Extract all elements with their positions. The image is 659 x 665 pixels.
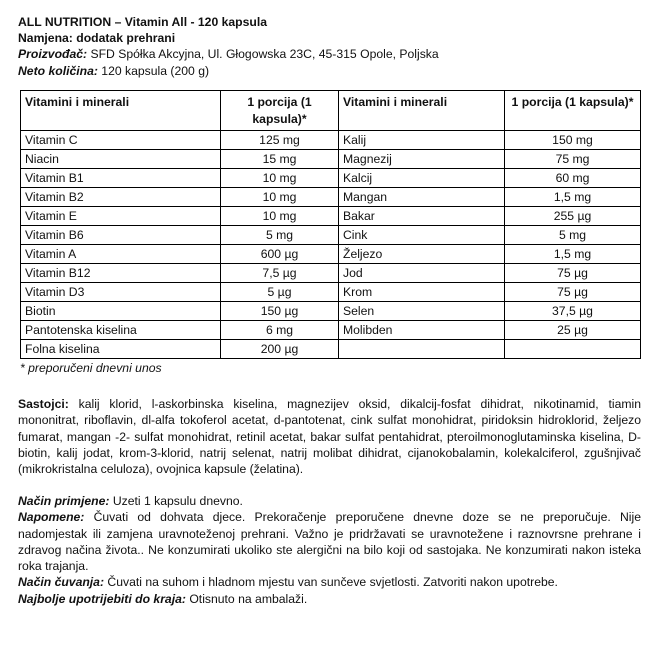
- nutrient-name: Vitamin D3: [21, 282, 221, 301]
- table-row: [21, 339, 641, 358]
- nutrient-name: Vitamin B1: [21, 168, 221, 187]
- nutrient-amount: 1,5 mg: [505, 244, 641, 263]
- table-row: [21, 225, 641, 244]
- nutrient-amount: 75 µg: [505, 282, 641, 301]
- nutrient-amount: 75 mg: [505, 149, 641, 168]
- nutrient-amount: 150 mg: [505, 130, 641, 149]
- nutrient-amount: 600 µg: [221, 244, 339, 263]
- nutrient-amount: 10 mg: [221, 187, 339, 206]
- nutrient-amount: 37,5 µg: [505, 301, 641, 320]
- table-row: [21, 282, 641, 301]
- nutrient-name: Vitamin B6: [21, 225, 221, 244]
- nutrient-name: Vitamin C: [21, 130, 221, 149]
- table-row: [21, 263, 641, 282]
- nutrition-table: [20, 90, 641, 359]
- nutrient-name: Kalcij: [339, 168, 505, 187]
- net-quantity-line: Neto količina: 120 kapsula (200 g): [18, 63, 210, 78]
- nutrient-amount: 75 µg: [505, 263, 641, 282]
- nutrient-name: Pantotenska kiselina: [21, 320, 221, 339]
- column-header-name-left: Vitamini i minerali: [21, 90, 221, 130]
- nutrient-amount: 5 µg: [221, 282, 339, 301]
- purpose-line: Namjena: dodatak prehrani: [18, 31, 176, 46]
- column-header-name-right: Vitamini i minerali: [339, 90, 505, 130]
- table-header-row: [21, 90, 641, 130]
- nutrient-amount: 10 mg: [221, 206, 339, 225]
- table-row: [21, 168, 641, 187]
- nutrient-amount: 10 mg: [221, 168, 339, 187]
- table-row: [21, 206, 641, 225]
- usage-instructions: Način primjene: Uzeti 1 kapsulu dnevno.: [18, 494, 243, 509]
- best-before: Najbolje upotrijebiti do kraja: Otisnuto na ambalaži.: [18, 591, 308, 606]
- manufacturer-line: Proizvođač: SFD Spółka Akcyjna, Ul. Głogowska 23C, 45-315 Opole, Poljska: [18, 47, 439, 62]
- nutrient-name: Vitamin A: [21, 244, 221, 263]
- nutrient-amount: 6 mg: [221, 320, 339, 339]
- table-footnote: * preporučeni dnevni unos: [20, 360, 162, 375]
- warnings: Napomene: Čuvati od dohvata djece. Prekoračenje preporučene dnevne doze se ne preporučuje. Nije nadomjestak ili zamjena uravnoteženoj prehrani. Važno je pridržavati se uravnotežene i raznovrsne prehrane i zdravog načina života.. Ne konzumirati ukoliko ste alergični na bilo koji od sastojaka. Ne konzumirati nakon isteka roka trajanja.: [18, 510, 641, 574]
- column-header-portion-left: 1 porcija (1 kapsula)*: [221, 90, 339, 130]
- table-row: [21, 149, 641, 168]
- nutrient-name: Biotin: [21, 301, 221, 320]
- nutrient-amount: [505, 339, 641, 358]
- nutrient-amount: 150 µg: [221, 301, 339, 320]
- nutrient-name: Cink: [339, 225, 505, 244]
- nutrient-name: Bakar: [339, 206, 505, 225]
- nutrient-name: Molibden: [339, 320, 505, 339]
- nutrient-amount: 25 µg: [505, 320, 641, 339]
- nutrient-amount: 15 mg: [221, 149, 339, 168]
- nutrient-name: Selen: [339, 301, 505, 320]
- nutrient-name: Vitamin B2: [21, 187, 221, 206]
- nutrient-name: Folna kiselina: [21, 339, 221, 358]
- nutrition-table-body: [21, 130, 641, 358]
- nutrient-name: Vitamin B12: [21, 263, 221, 282]
- nutrient-amount: 200 µg: [221, 339, 339, 358]
- storage-instructions: Način čuvanja: Čuvati na suhom i hladnom mjestu van sunčeve svjetlosti. Zatvoriti nakon upotrebe.: [18, 575, 558, 590]
- nutrient-name: Krom: [339, 282, 505, 301]
- nutrient-name: Kalij: [339, 130, 505, 149]
- nutrient-amount: 7,5 µg: [221, 263, 339, 282]
- nutrient-amount: 1,5 mg: [505, 187, 641, 206]
- table-row: [21, 301, 641, 320]
- nutrient-name: Vitamin E: [21, 206, 221, 225]
- nutrient-name: Niacin: [21, 149, 221, 168]
- nutrient-amount: 125 mg: [221, 130, 339, 149]
- nutrient-amount: 60 mg: [505, 168, 641, 187]
- nutrient-name: Mangan: [339, 187, 505, 206]
- product-title: ALL NUTRITION – Vitamin All - 120 kapsula: [18, 15, 268, 29]
- table-row: [21, 320, 641, 339]
- nutrient-name: Jod: [339, 263, 505, 282]
- nutrient-name: Željezo: [339, 244, 505, 263]
- nutrient-amount: 255 µg: [505, 206, 641, 225]
- nutrient-name: [339, 339, 505, 358]
- nutrient-name: Magnezij: [339, 149, 505, 168]
- table-row: [21, 187, 641, 206]
- nutrient-amount: 5 mg: [505, 225, 641, 244]
- usage-section: [18, 493, 641, 607]
- table-row: [21, 130, 641, 149]
- table-row: [21, 244, 641, 263]
- column-header-portion-right: 1 porcija (1 kapsula)*: [505, 90, 641, 130]
- nutrient-amount: 5 mg: [221, 225, 339, 244]
- product-header: [18, 14, 641, 79]
- ingredients-paragraph: Sastojci: kalij klorid, l-askorbinska kiselina, magnezijev oksid, dikalcij-fosfat dihidrat, nikotinamid, tiamin mononitrat, riboflavin, dl-alfa tokoferol acetat, d-pantotenat, cink sulfat monohidrat, piridoksin hidroklorid, željezo fumarat, mangan -2- sulfat monohidrat, retinil acetat, bakar sulfat pentahidrat, pteroilmonoglutaminska kiselina, D-biotin, kalij jodat, krom-3-klorid, natrij selenat, natrij molibat dihidrat, cijanokobalamin, kolekalciferol, zgušnjivač (mikrokristalna celuloza), ovojnica kapsule (želatina).: [18, 397, 641, 476]
